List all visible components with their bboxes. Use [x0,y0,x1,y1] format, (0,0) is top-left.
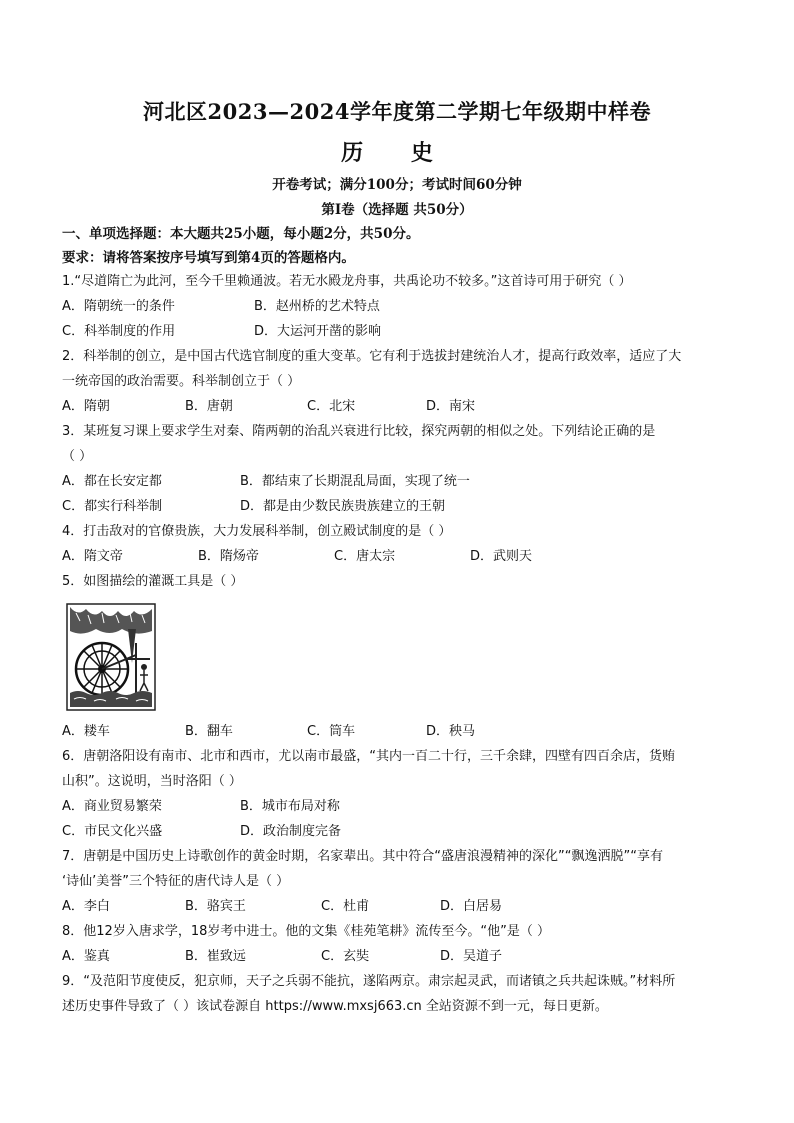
question-3-line-2: （ ） [62,449,93,464]
option-d: D．秧马 [426,724,476,739]
option-b: B．赵州桥的艺术特点 [254,299,380,314]
option-d: D．都是由少数民族贵族建立的王朝 [240,499,446,514]
question-1-line-1: 1.“尽道隋亡为此河，至今千里赖通波。若无水殿龙舟事，共禹论功不较多。”这首诗可用于研究（ ） [62,274,632,289]
exam-info: 开卷考试；满分100分；考试时间60分钟 [272,177,522,193]
option-a: A．商业贸易繁荣 [62,799,162,814]
option-a: A．隋文帝 [62,549,123,564]
option-b: B．都结束了长期混乱局面，实现了统一 [240,474,470,489]
question-6-line-1: 6．唐朝洛阳设有南市、北市和西市，尤以南市最盛，“其内一百二十行，三千余肆，四壁有四百余店，货贿 [62,749,676,764]
option-c: C．筒车 [307,724,356,739]
option-d: D．南宋 [426,399,476,414]
subject-title: 历 史 [341,140,453,166]
option-b: B．崔致远 [185,949,246,964]
question-6-line-2: 山积”。这说明，当时洛阳（ ） [62,774,242,789]
option-d: D．武则天 [470,549,533,564]
section-requirement: 要求：请将答案按序号填写到第4页的答题格内。 [62,250,355,266]
option-d: D．吴道子 [440,949,503,964]
option-a: A．鉴真 [62,949,110,964]
option-c: C．唐太宗 [334,549,396,564]
option-c: C．北宋 [307,399,356,414]
option-a: A．隋朝 [62,399,110,414]
option-a: A．耧车 [62,724,110,739]
section-heading: 一、单项选择题：本大题共25小题，每小题2分，共50分。 [62,226,420,242]
option-d: D．政治制度完备 [240,824,342,839]
option-c: C．玄奘 [321,949,370,964]
option-b: B．唐朝 [185,399,233,414]
exam-title: 河北区2023—2024学年度第二学期七年级期中样卷 [143,99,651,124]
option-b: B．隋炀帝 [198,549,259,564]
question-7-line-2: ‘诗仙’美誉”三个特征的唐代诗人是（ ） [62,874,290,889]
option-a: A．李白 [62,899,110,914]
question-2-line-1: 2．科举制的创立，是中国古代选官制度的重大变革。它有利于选拔封建统治人才，提高行政效率，适应了大 [62,349,682,364]
question-2-line-2: 一统帝国的政治需要。科举制创立于（ ） [62,374,301,389]
volume-heading: 第Ⅰ卷（选择题 共50分） [321,202,473,218]
question-7-line-1: 7．唐朝是中国历史上诗歌创作的黄金时期，名家辈出。其中符合“盛唐浪漫精神的深化”“飘逸洒脱”“享有 [62,849,663,864]
question-9-line-2: 述历史事件导致了（ ）该试卷源自 https://www.mxsj663.cn 全站资源不到一元，每日更新。 [62,999,608,1014]
option-b: B．翻车 [185,724,233,739]
option-d: D．白居易 [440,899,503,914]
option-c: C．科举制度的作用 [62,324,176,339]
question-9-line-1: 9．“及范阳节度使反，犯京师，天子之兵弱不能抗，遂陷两京。肃宗起灵武，而诸镇之兵共起诛贼。”材料所 [62,974,676,989]
option-a: A．都在长安定都 [62,474,162,489]
option-d: D．大运河开凿的影响 [254,324,382,339]
option-b: B．骆宾王 [185,899,246,914]
question-4-line-1: 4．打击敌对的官僚贵族，大力发展科举制，创立殿试制度的是（ ） [62,524,452,539]
option-c: C．杜甫 [321,899,370,914]
option-c: C．都实行科举制 [62,499,163,514]
question-5-line-1: 5．如图描绘的灌溉工具是（ ） [62,574,244,589]
question-8-line-1: 8．他12岁入唐求学，18岁考中进士。他的文集《桂苑笔耕》流传至今。“他”是（ ） [62,924,550,939]
waterwheel-illustration [66,603,156,711]
option-b: B．城市布局对称 [240,799,340,814]
question-3-line-1: 3．某班复习课上要求学生对秦、隋两朝的治乱兴衰进行比较，探究两朝的相似之处。下列结论正确的是 [62,424,656,439]
option-a: A．隋朝统一的条件 [62,299,175,314]
option-c: C．市民文化兴盛 [62,824,163,839]
